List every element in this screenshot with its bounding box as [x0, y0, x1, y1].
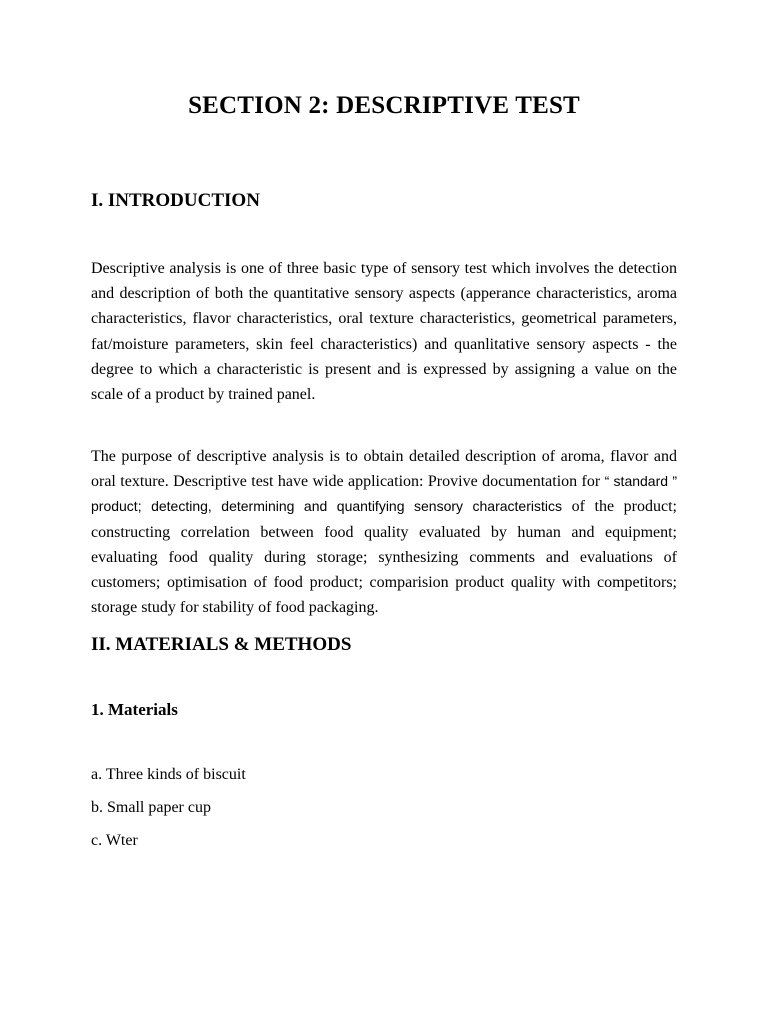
introduction-paragraph-1: Descriptive analysis is one of three basic type of sensory test which involves the detection and description of both the quantitative sensory aspects (apperance characteristics, aroma characteristics, flavor characteristics, oral texture characteristics, geometrical parameters, fat/moisture parameters, skin feel characteristics) and quanlitative sensory aspects - the degree to which a characteristic is present and is expressed by assigning a value on the scale of a product by trained panel. [91, 260, 677, 404]
paragraph-2-start: The purpose of descriptive analysis is to obtain detailed description of aroma, flavor and oral texture. Descriptive test have wide application: Provive documentation for [91, 448, 677, 491]
list-item: c. Wter [91, 832, 138, 849]
materials-list [91, 765, 246, 864]
materials-methods-heading: II. MATERIALS & METHODS [91, 634, 352, 655]
introduction-paragraph-2 [91, 444, 677, 620]
page-title: SECTION 2: DESCRIPTIVE TEST [188, 92, 580, 119]
paragraph-2-highlight: “ standard ” product; detecting, determining and quantifying sensory characteristics [91, 473, 677, 515]
materials-subheading: 1. Materials [91, 700, 178, 719]
paragraph-2-end: of the product; constructing correlation between food quality evaluated by human and equipment; evaluating food quality during storage; synthesizing comments and evaluations of customers; optimisation of food product; comparision product quality with competitors; storage study for stability of food packaging. [91, 498, 677, 617]
list-item: b. Small paper cup [91, 799, 211, 816]
introduction-heading: I. INTRODUCTION [91, 190, 260, 211]
list-item: a. Three kinds of biscuit [91, 766, 246, 783]
